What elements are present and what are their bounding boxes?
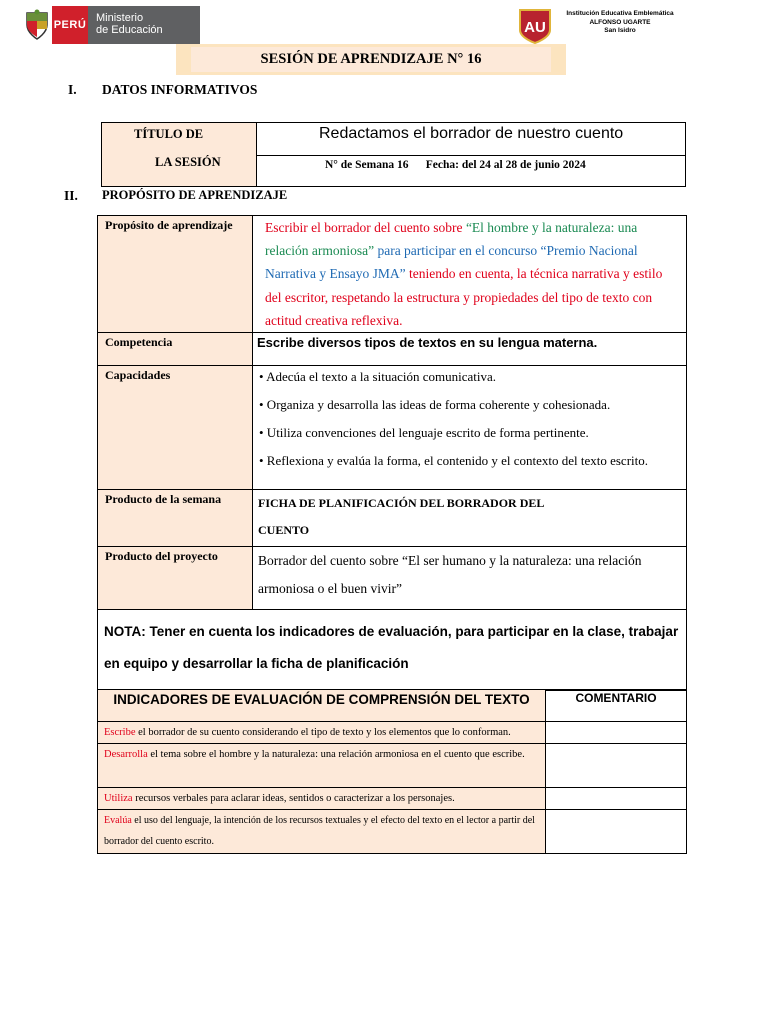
comment-cell[interactable] [546, 810, 687, 854]
competencia-label: Competencia [98, 333, 253, 366]
comment-cell[interactable] [546, 744, 687, 788]
proposito-label: Propósito de aprendizaje [98, 216, 253, 333]
proposito-cell: Escribir el borrador del cuento sobre “El hombre y la naturaleza: una relación armoniosa” para participar en el concurso “Premio Nacional Narrativa y Ensayo JMA” teniendo en cuenta, la técnica narrativa y estilo del escritor, respetando la estructura y propiedades del tipo de texto con actitud creativa reflexiva. [253, 216, 687, 333]
producto-semana-cell: FICHA DE PLANIFICACIÓN DEL BORRADOR DEL CUENTO [253, 490, 687, 547]
nota-cell: NOTA: Tener en cuenta los indicadores de evaluación, para participar en la clase, trabajar en equipo y desarrollar la ficha de planificación [98, 610, 687, 691]
indicator-row: Escribe el borrador de su cuento considerando el tipo de texto y los elementos que lo conforman. [98, 722, 546, 744]
capacidad-item: • Organiza y desarrolla las ideas de forma coherente y cohesionada. [259, 397, 611, 413]
learning-purpose-table [97, 215, 687, 691]
capacidad-item: • Adecúa el texto a la situación comunicativa. [259, 369, 497, 385]
indicator-row: Evalúa el uso del lenguaje, la intención de los recursos textuales y el efecto del texto en el lector a partir del borrador del cuento escrito. [98, 810, 546, 854]
session-name: Redactamos el borrador de nuestro cuento [257, 123, 685, 156]
producto-semana-label: Producto de la semana [98, 490, 253, 547]
week-date: N° de Semana 16 Fecha: del 24 al 28 de junio 2024 [325, 159, 586, 171]
school-logo-icon [517, 8, 553, 44]
ministerio-label: Ministerio de Educación [88, 6, 200, 44]
indicators-header: INDICADORES DE EVALUACIÓN DE COMPRENSIÓN DEL TEXTO [98, 690, 546, 722]
section-1-title: DATOS INFORMATIVOS [102, 82, 258, 97]
competencia-cell: Escribe diversos tipos de textos en su lengua materna. [253, 333, 687, 366]
section-2-number: II. [64, 188, 78, 203]
indicator-row: Desarrolla el tema sobre el hombre y la naturaleza: una relación armoniosa en el cuento que escribe. [98, 744, 546, 788]
comment-cell[interactable] [546, 788, 687, 810]
ministerio-logo [22, 6, 200, 44]
svg-text:AU: AU [524, 19, 546, 36]
producto-proyecto-label: Producto del proyecto [98, 547, 253, 610]
producto-proyecto-cell: Borrador del cuento sobre “El ser humano y la naturaleza: una relación armoniosa o el buen vivir” [253, 547, 687, 610]
session-title: SESIÓN DE APRENDIZAJE N° 16 [176, 44, 566, 75]
indicator-row: Utiliza recursos verbales para aclarar ideas, sentidos o caracterizar a los personajes. [98, 788, 546, 810]
indicators-table [97, 689, 687, 854]
comment-header: COMENTARIO [546, 690, 687, 722]
title-label-cell: TÍTULO DE LA SESIÓN [102, 123, 257, 186]
capacidades-cell [253, 366, 687, 490]
peru-label: PERÚ [52, 6, 88, 44]
capacidad-item: • Utiliza convenciones del lenguaje escrito de forma pertinente. [259, 425, 589, 441]
capacidad-item: • Reflexiona y evalúa la forma, el contenido y el contexto del texto escrito. [259, 453, 648, 469]
peru-shield-icon [22, 6, 52, 44]
section-1-number: I. [68, 82, 77, 97]
capacidades-label: Capacidades [98, 366, 253, 490]
session-title-box [101, 122, 686, 187]
comment-cell[interactable] [546, 722, 687, 744]
section-2-title: PROPÓSITO DE APRENDIZAJE [102, 188, 288, 202]
school-name: Institución Educativa Emblemática ALFONSO UGARTE San Isidro [566, 10, 674, 34]
